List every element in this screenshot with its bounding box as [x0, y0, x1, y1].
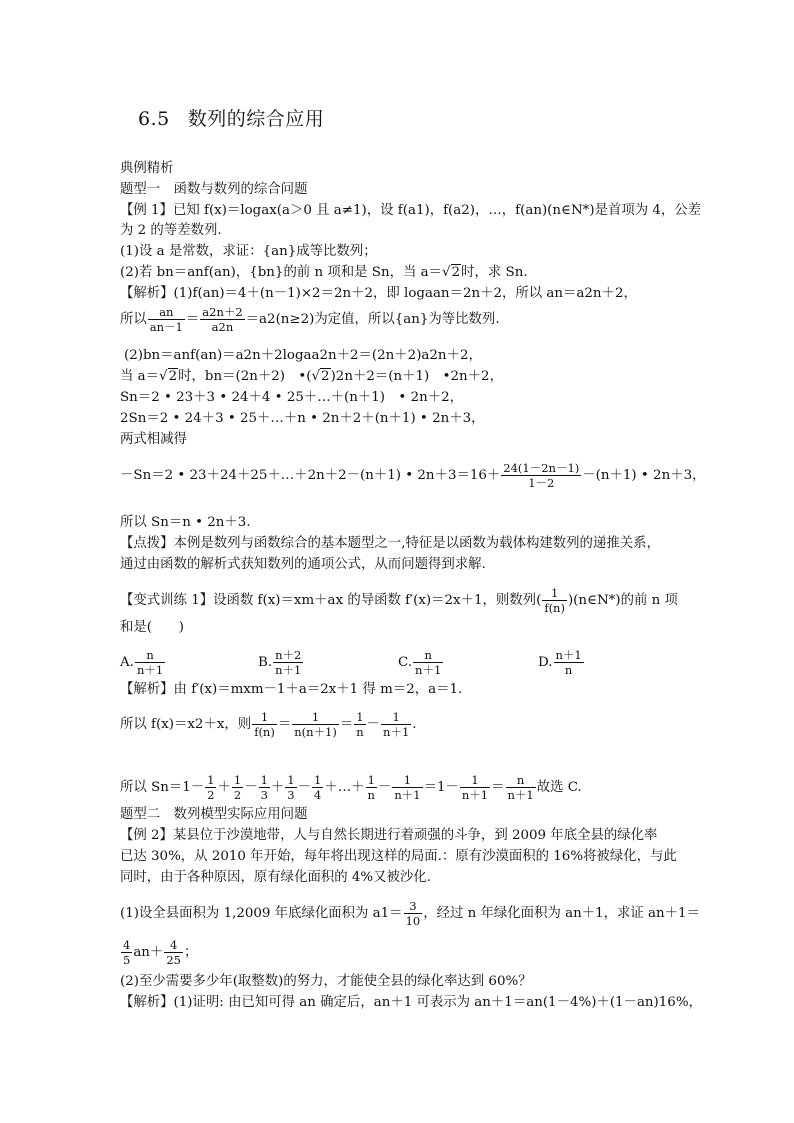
fraction-4-over-25	[164, 938, 183, 967]
denominator: n＋1	[461, 788, 489, 802]
denominator: 1－2	[528, 476, 555, 490]
denominator: n	[356, 725, 364, 739]
option-a	[120, 648, 166, 677]
sol1-l8-text-b: －(n＋1) • 2n＋3，	[582, 468, 706, 483]
fraction	[506, 773, 536, 802]
denominator: n(n＋1)	[294, 725, 337, 739]
equals: ＝	[339, 717, 354, 732]
numerator: 1	[207, 773, 215, 787]
page-title	[138, 104, 324, 131]
denominator: 2	[207, 788, 215, 802]
numerator: 1	[233, 773, 242, 787]
fraction	[292, 710, 339, 739]
option-b	[258, 648, 304, 677]
denominator: n	[367, 788, 375, 802]
sol2-l2-text: 所以 f(x)＝x2＋x，则	[120, 717, 252, 732]
numerator: 1	[292, 710, 339, 725]
sol1-l2-text-b: ＝a2(n≥2)为定值，所以{an}为等比数列.	[245, 312, 500, 327]
solution2-line1: 【解析】由 f′(x)＝mxm－1＋a＝2x＋1 得 m＝2，a＝1.	[120, 682, 463, 697]
tip-line1: 【点拨】本例是数列与函数综合的基本题型之一,特征是以函数为载体构建数列的递推关系，	[120, 536, 660, 551]
denominator: f(n)	[544, 601, 565, 615]
denominator: n＋1	[507, 788, 534, 802]
denominator: 10	[405, 914, 421, 928]
numerator: n＋2	[275, 648, 302, 662]
solution1-line7: 两式相减得	[120, 432, 187, 447]
plus: ＋	[270, 780, 285, 795]
numerator: 24(1－2n－1)	[503, 461, 580, 475]
solution1-line3: (2)bn＝anf(an)＝a2n＋2logaa2n＋2＝(2n＋2)a2n＋2，	[124, 348, 482, 363]
q2-text-b: 时，求 Sn.	[461, 265, 528, 280]
conclusion: 故选 C.	[536, 780, 582, 795]
minus: －	[244, 780, 258, 795]
minus: －	[366, 717, 381, 732]
example2-question2: (2)至少需要多少年(取整数)的努力，才能使全县的绿化率达到 60%？	[120, 974, 532, 989]
minus: －	[297, 780, 312, 795]
numerator: 1	[354, 710, 365, 725]
example1-line2: 为 2 的等差数列.	[120, 223, 222, 238]
fraction	[252, 710, 277, 739]
denominator: n＋1	[415, 663, 442, 677]
numerator: 1	[460, 773, 490, 788]
denominator: 25	[166, 953, 181, 967]
fraction	[285, 773, 296, 802]
sqrt-symbol: √2	[442, 265, 461, 280]
numerator: 1	[314, 773, 322, 787]
plus: ＋	[217, 780, 231, 795]
example1-line1: 【例 1】已知 f(x)＝logax(a＞0 且 a≠1)，设 f(a1)，f(a2)，…，f(an)(n∈N*)是首项为 4，公差	[120, 203, 702, 218]
minus: －	[377, 780, 392, 795]
ellipsis: ＋…＋	[324, 780, 365, 795]
fraction-3-over-10	[404, 899, 423, 928]
q1-text-b: ，经过 n 年绿化面积为 an＋1，求证 an＋1＝	[423, 906, 700, 921]
denominator: 2	[233, 788, 242, 802]
denominator: f(n)	[254, 725, 275, 739]
period: .	[412, 717, 417, 732]
var1-l1-text-a: 【变式训练 1】设函数 f(x)＝xm＋ax 的导函数 f′(x)＝2x＋1，则数列(	[120, 593, 542, 608]
numerator: 1	[392, 773, 422, 788]
section-number: 6.5	[138, 108, 170, 130]
option-a-fraction	[135, 648, 165, 677]
q1-text-d: ；	[183, 945, 198, 960]
fraction	[460, 773, 490, 802]
solution1-line2: 所以 $\frac{an}{an-1}$ ＝ $\frac{a2n+2}{a2n}$ ＝a2(n≥2)为定值，所以{an}为等比数列.	[120, 305, 500, 334]
numerator: 1	[287, 773, 295, 787]
numerator: 1	[260, 773, 268, 787]
option-b-label: B.	[258, 655, 273, 670]
heading-examples: 典例精析	[120, 161, 174, 176]
fraction	[259, 773, 270, 802]
option-c-label: C.	[398, 655, 413, 670]
numerator: n	[135, 648, 165, 663]
solution1-line4	[120, 367, 503, 387]
solution1-line6: 2Sn＝2 • 24＋3 • 25＋…＋n • 2n＋2＋(n＋1) • 2n＋3，	[120, 411, 485, 426]
numerator: n＋1	[555, 648, 582, 662]
solution1-line5: Sn＝2 • 23＋3 • 24＋4 • 25＋…＋(n＋1) • 2n＋2，	[120, 390, 464, 405]
fraction-4-over-5	[121, 938, 132, 967]
q1-text-a: (1)设全县面积为 1,2009 年底绿化面积为 a1＝	[120, 906, 403, 921]
type2-heading: 题型二 数列模型实际应用问题	[120, 807, 308, 822]
numerator: 1	[366, 773, 377, 788]
sqrt-radicand: 2	[451, 265, 461, 280]
sol2-l3-text: 所以 Sn＝1－	[120, 780, 205, 795]
numerator: 1	[542, 586, 567, 601]
example2-question1	[120, 899, 700, 928]
denominator: n＋1	[383, 725, 410, 739]
variant1-line1	[120, 586, 678, 615]
denominator: 3	[260, 788, 268, 802]
numerator: n	[506, 773, 536, 788]
denominator: an－1	[149, 320, 183, 334]
example1-question1: (1)设 a 是常数，求证：{an}成等比数列；	[120, 244, 377, 259]
option-d-fraction	[554, 648, 584, 677]
solution3-line1: 【解析】(1)证明: 由已知可得 an 确定后，an＋1 可表示为 an＋1＝an(1－4%)＋(1－an)16%，	[120, 995, 702, 1010]
option-a-label: A.	[120, 655, 134, 670]
example2-line3: 同时，由于各种原因，原有绿化面积的 4%又被沙化.	[120, 870, 431, 885]
equals-one-minus: ＝1－	[423, 780, 459, 795]
solution2-line3	[120, 773, 582, 802]
solution1-line1: 【解析】(1)f(an)＝4＋(n－1)×2＝2n＋2，即 logaan＝2n＋2，所以 an＝a2n＋2，	[120, 286, 637, 301]
solution1-line9: 所以 Sn＝n • 2n＋3.	[120, 515, 251, 530]
equals: ＝	[491, 780, 505, 795]
q2-text-a: (2)若 bn＝anf(an)，{bn}的前 n 项和是 Sn，当 a＝	[120, 265, 443, 280]
denominator: 4	[314, 788, 322, 802]
example2-line2: 已达 30%，从 2010 年开始，每年将出现这样的局面.：原有沙漠面积的 16%将被绿化，与此	[120, 849, 677, 864]
numerator: an	[148, 305, 185, 320]
var1-l1-text-b: )(n∈N*)的前 n 项	[567, 593, 678, 608]
fraction-a2n2-over-a2n	[200, 305, 244, 334]
numerator: 4	[123, 938, 131, 952]
sol1-l2-text-a: 所以	[120, 312, 147, 327]
fraction	[312, 773, 323, 802]
numerator: 1	[252, 710, 277, 725]
sqrt-symbol: √2	[159, 369, 178, 384]
option-c	[398, 648, 444, 677]
type1-heading: 题型一 函数与数列的综合问题	[120, 182, 308, 197]
sol1-l4-text-a: 当 a＝	[120, 369, 160, 384]
tip-line2: 通过由函数的解析式获知数列的通项公式，从而问题得到求解.	[120, 557, 486, 572]
denominator: 3	[287, 788, 295, 802]
numerator: 4	[164, 938, 183, 953]
fraction-geometric-sum	[501, 461, 581, 490]
fraction	[232, 773, 243, 802]
fraction	[392, 773, 422, 802]
denominator: 5	[123, 953, 131, 967]
option-c-fraction	[413, 648, 443, 677]
fraction	[354, 710, 365, 739]
equals: ＝	[277, 717, 292, 732]
numerator: 3	[404, 899, 423, 914]
fraction-an-over-an-1	[148, 305, 185, 334]
q1-text-c: an＋	[133, 945, 164, 960]
solution1-line8	[120, 461, 706, 490]
example2-question1-cont	[120, 938, 197, 967]
option-d-label: D.	[538, 655, 553, 670]
sol1-l4-text-b: 时，bn＝(2n＋2) •(	[178, 369, 312, 384]
denominator: n	[564, 663, 573, 677]
fraction	[381, 710, 411, 739]
option-d	[538, 648, 585, 677]
sol1-l8-text-a: －Sn＝2 • 23＋24＋25＋…＋2n＋2－(n＋1) • 2n＋3＝16＋	[120, 468, 501, 483]
fraction	[366, 773, 377, 802]
example1-question2	[120, 263, 528, 283]
denominator: n＋1	[394, 788, 421, 802]
denominator: a2n	[211, 320, 234, 334]
denominator: n＋1	[136, 663, 164, 677]
numerator: n	[413, 648, 443, 663]
sol1-l4-text-c: )2n＋2＝(n＋1) •2n＋2，	[330, 369, 503, 384]
variant1-line2: 和是( )	[120, 620, 185, 635]
section-title-text: 数列的综合应用	[187, 108, 325, 130]
fraction-1-over-fn	[542, 586, 567, 615]
numerator: 1	[381, 710, 411, 725]
sqrt-radicand: 2	[321, 369, 330, 384]
option-b-fraction	[273, 648, 303, 677]
denominator: n＋1	[275, 663, 302, 677]
numerator: a2n＋2	[202, 305, 243, 319]
sqrt-symbol: √2	[311, 369, 330, 384]
solution2-line2	[120, 710, 417, 739]
fraction	[205, 773, 216, 802]
example2-line1: 【例 2】某县位于沙漠地带，人与自然长期进行着顽强的斗争，到 2009 年底全县的绿化率	[120, 828, 658, 843]
sqrt-radicand: 2	[168, 369, 178, 384]
